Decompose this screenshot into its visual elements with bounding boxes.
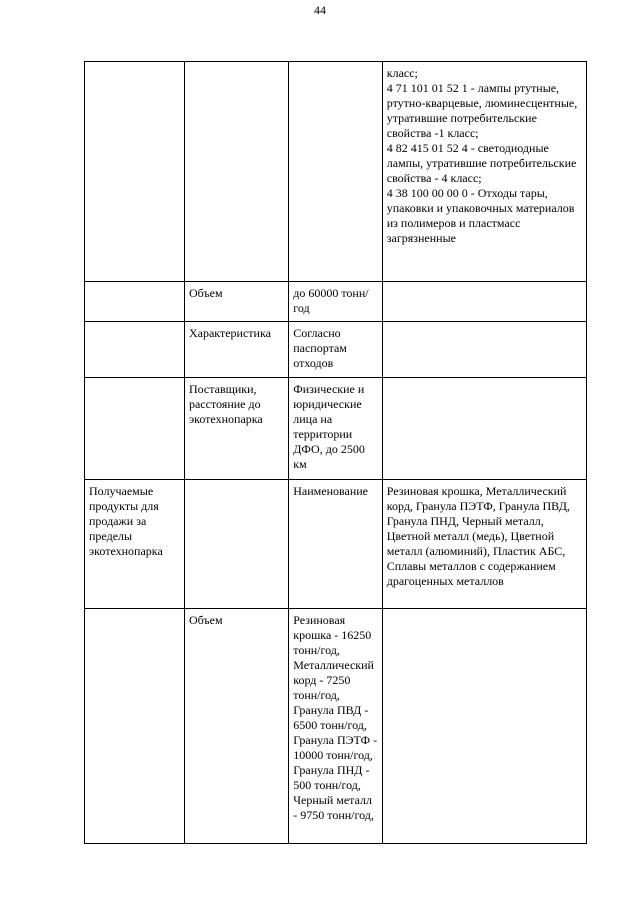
table-row [85,609,587,844]
table-cell: до 60000 тонн/год [289,282,383,322]
table-row [85,480,587,609]
table-cell: Наименование [289,480,383,609]
table-cell: Объем [184,609,288,844]
table-cell [85,378,185,480]
table-cell [382,322,586,378]
table-cell: Резиновая крошка - 16250 тонн/год, Металлический корд - 7250 тонн/год, Гранула ПВД - 6500 тонн/год, Гранула ПЭТФ - 10000 тонн/год, Гранула ПНД - 500 тонн/год, Черный металл - 9750 тонн/год, [289,609,383,844]
table-cell [85,62,185,282]
table-cell [85,322,185,378]
table-cell: Согласно паспортам отходов [289,322,383,378]
table-row [85,378,587,480]
table-cell [184,62,288,282]
table-cell [382,609,586,844]
table-row [85,322,587,378]
table-cell [85,609,185,844]
table-cell [382,282,586,322]
table-cell [184,480,288,609]
page-number: 44 [314,3,326,17]
table-cell: Физические и юридические лица на территории ДФО, до 2500 км [289,378,383,480]
document-table [84,61,587,844]
table-cell: Объем [184,282,288,322]
table-row [85,62,587,282]
table-cell: Характеристика [184,322,288,378]
table-cell: класс; 4 71 101 01 52 1 - лампы ртутные, ртутно-кварцевые, люминесцентные, утратившие потребительские свойства -1 класс; 4 82 415 01 52 4 - светодиодные лампы, утратившие потребительские свойства - 4 класс; 4 38 100 00 00 0 - Отходы тары, упаковки и упаковочных материалов из полимеров и пластмасс загрязненные [382,62,586,282]
table-cell [382,378,586,480]
table-cell: Поставщики, расстояние до экотехнопарка [184,378,288,480]
table-cell [85,282,185,322]
table-cell: Получаемые продукты для продажи за пределы экотехнопарка [85,480,185,609]
table-cell [289,62,383,282]
table-row [85,282,587,322]
table-cell: Резиновая крошка, Металлический корд, Гранула ПЭТФ, Гранула ПВД, Гранула ПНД, Черный металл, Цветной металл (медь), Цветной металл (алюминий), Пластик АБС, Сплавы металлов с содержанием драгоценных металлов [382,480,586,609]
